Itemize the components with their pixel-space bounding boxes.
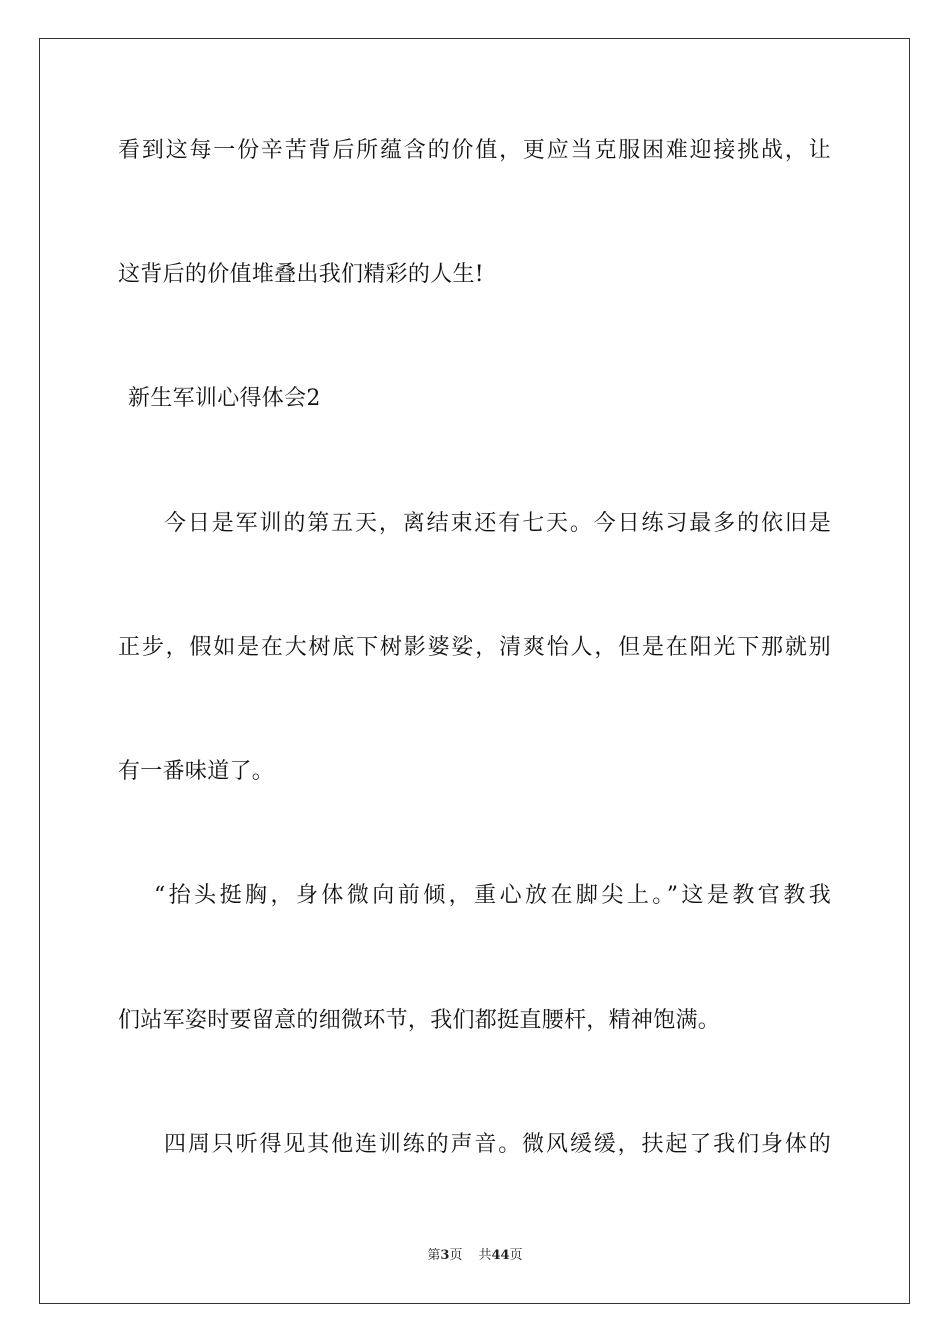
paragraph-line: 看到这每一份辛苦背后所蕴含的价值，更应当克服困难迎接挑战，让: [118, 138, 831, 163]
footer-total-suffix: 页: [509, 1248, 523, 1263]
paragraph-line: 这背后的价值堆叠出我们精彩的人生!: [118, 262, 484, 287]
footer-total-pages: 44: [491, 1248, 510, 1263]
footer-page-prefix: 第: [427, 1248, 441, 1263]
paragraph-line: “抬头挺胸，身体微向前倾，重心放在脚尖上。”这是教官教我: [154, 883, 831, 908]
footer-page-suffix: 页: [449, 1248, 463, 1263]
section-heading: 新生军训心得体会2: [128, 386, 321, 411]
page-footer: [0, 1248, 950, 1264]
paragraph-line: 今日是军训的第五天，离结束还有七天。今日练习最多的依旧是: [164, 511, 831, 536]
paragraph-line: 有一番味道了。: [118, 759, 275, 784]
paragraph-line: 正步，假如是在大树底下树影婆娑，清爽怡人，但是在阳光下那就别: [118, 635, 831, 660]
footer-page-number: 3: [440, 1248, 450, 1263]
paragraph-line: 四周只听得见其他连训练的声音。微风缓缓，扶起了我们身体的: [164, 1132, 831, 1157]
paragraph-line: 们站军姿时要留意的细微环节，我们都挺直腰杆，精神饱满。: [118, 1008, 721, 1033]
page-border: [39, 38, 910, 1304]
footer-total-prefix: 共: [478, 1248, 492, 1263]
